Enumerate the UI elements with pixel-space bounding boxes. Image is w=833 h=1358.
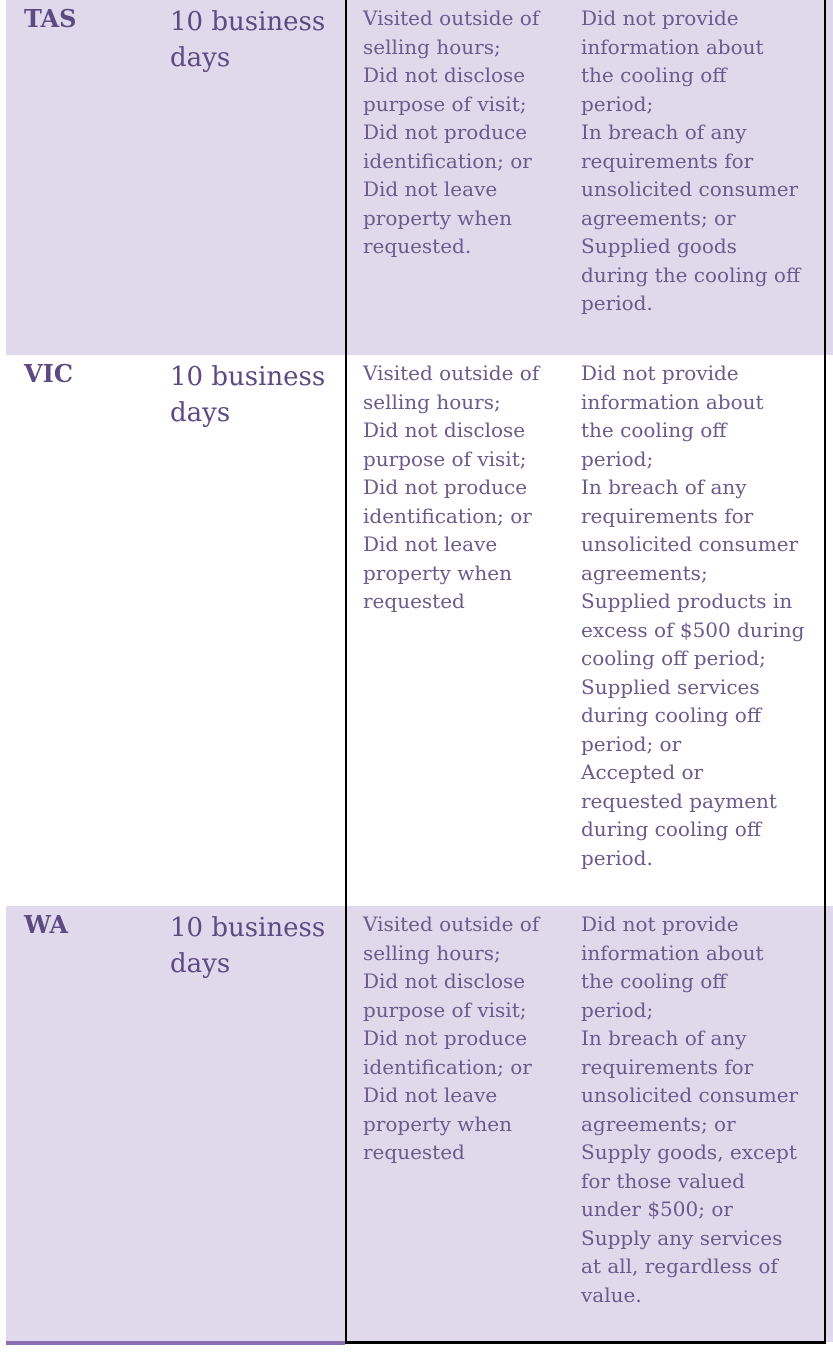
- visit-conduct-cell: Visited outside of selling hours; Did not disclose purpose of visit; Did not produce identification; or Did not leave property when requested.: [363, 6, 540, 258]
- cooling-off-period-cell: 10 business days: [170, 362, 326, 428]
- visit-conduct-cell: Visited outside of selling hours; Did not disclose purpose of visit; Did not produce identification; or Did not leave property when requested: [363, 912, 540, 1164]
- cooling-off-breach-cell: Did not provide information about the cooling off period; In breach of any requirements for unsolicited consumer agreements; Supplied products in excess of $500 during cooling off period; Supplied services during cooling off period; or Accepted or requested payment during cooling off period.: [581, 361, 805, 870]
- cooling-off-breach-cell: Did not provide information about the cooling off period; In breach of any requirements for unsolicited consumer agreements; or Supply goods, except for those valued under $500; or Supply any services at all, regardless of value.: [581, 912, 799, 1307]
- column-border-right: [824, 0, 826, 1344]
- cooling-off-period-cell: 10 business days: [170, 7, 326, 73]
- table-row-tas: [6, 0, 833, 355]
- visit-conduct-cell: Visited outside of selling hours; Did not disclose purpose of visit; Did not produce identification; or Did not leave property when requested: [363, 361, 540, 613]
- state-cell: WA: [24, 910, 69, 939]
- table-bottom-border: [345, 1341, 826, 1344]
- state-cell: TAS: [24, 4, 77, 33]
- cooling-off-period-cell: 10 business days: [170, 913, 326, 979]
- state-cell: VIC: [24, 359, 73, 388]
- table-row-wa: [6, 906, 833, 1342]
- column-border-left: [345, 0, 347, 1344]
- cooling-off-breach-cell: Did not provide information about the cooling off period; In breach of any requirements for unsolicited consumer agreements; or Supplied goods during the cooling off period.: [581, 6, 801, 315]
- table-row-vic: [6, 355, 833, 906]
- table-bottom-accent-line: [6, 1341, 345, 1345]
